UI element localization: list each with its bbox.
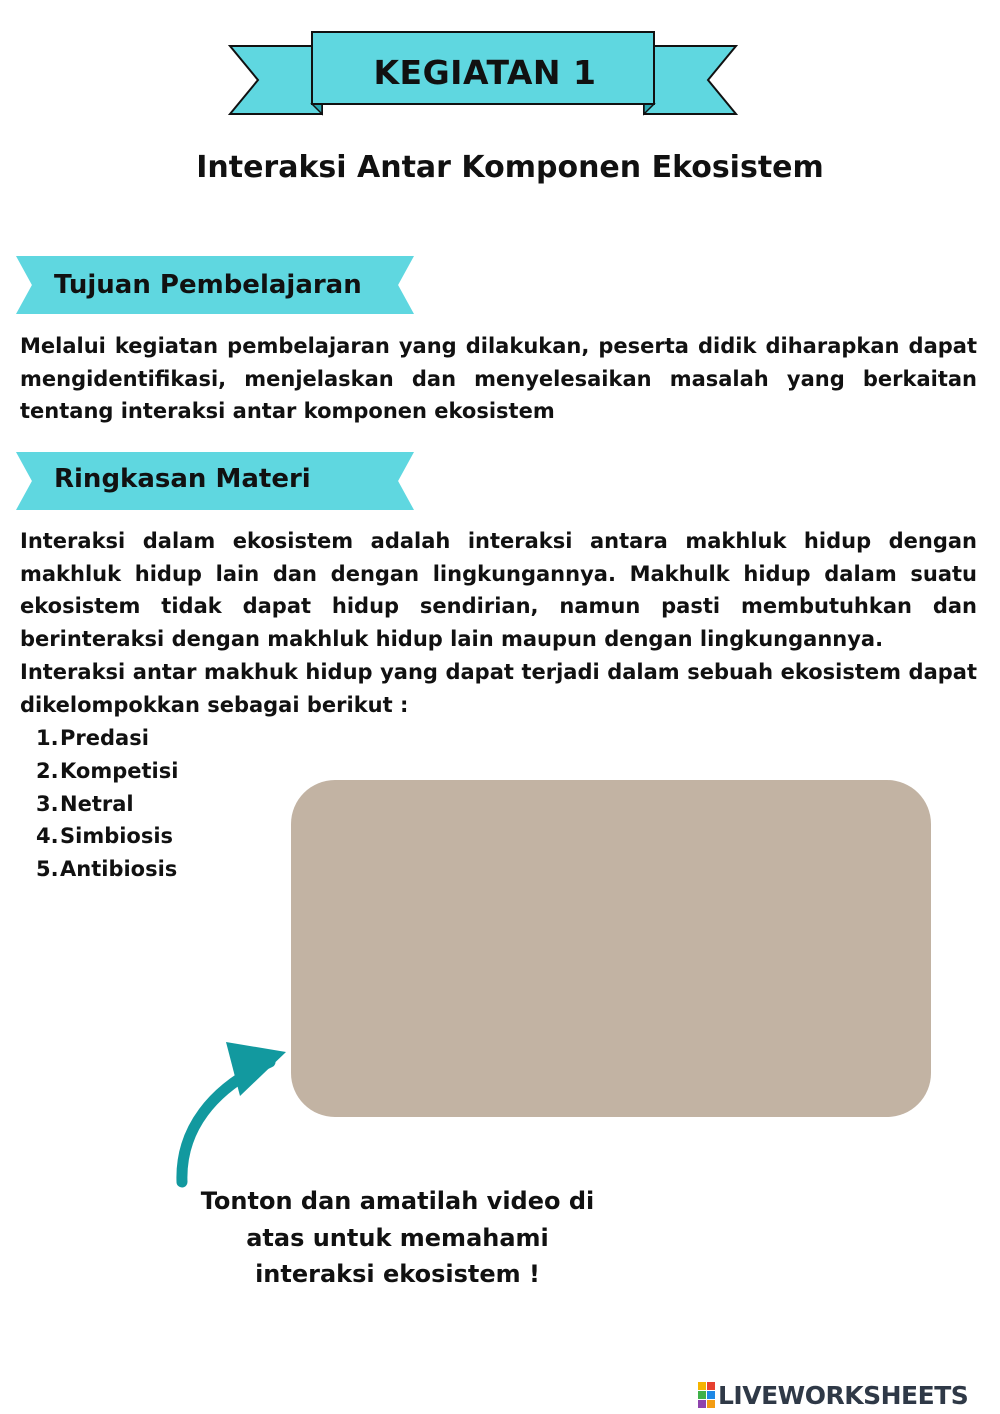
- video-caption: Tonton dan amatilah video di atas untuk memahami interaksi ekosistem !: [200, 1187, 595, 1288]
- interaction-list: [36, 722, 178, 886]
- page-title: KEGIATAN 1: [373, 52, 597, 92]
- liveworksheets-logo[interactable]: [698, 1380, 968, 1410]
- list-item: 4. Simbiosis: [36, 824, 174, 849]
- list-item: 1. Predasi: [36, 726, 149, 750]
- section-heading-ringkasan: Ringkasan Materi: [54, 464, 311, 494]
- curved-arrow-icon: [160, 1030, 300, 1200]
- list-item: 5. Antibiosis: [36, 857, 178, 882]
- ringkasan-paragraph: Interaksi dalam ekosistem adalah interaksi antara makhluk hidup dengan makhluk hidup lain dan dengan lingkungannya. Makhulk hidup dalam suatu ekosistem tidak dapat hidup sendirian, namun pasti membutuhkan dan berinteraksi dengan makhluk hidup lain maupun dengan lingkungannya.: [20, 529, 977, 651]
- logo-icon: [698, 1382, 715, 1408]
- list-item: 2. Kompetisi: [36, 758, 179, 783]
- ringkasan-paragraph-2: Interaksi antar makhuk hidup yang dapat terjadi dalam sebuah ekosistem dapat dikelompokkan sebagai berikut :: [20, 660, 977, 717]
- list-item: 3. Netral: [36, 791, 134, 816]
- tujuan-paragraph: Melalui kegiatan pembelajaran yang dilakukan, peserta didik diharapkan dapat mengidentifikasi, menjelaskan dan menyelesaikan masalah yang berkaitan tentang interaksi antar komponen ekosistem: [20, 334, 977, 423]
- page-subtitle: Interaksi Antar Komponen Ekosistem: [196, 150, 824, 185]
- logo-text: LIVEWORKSHEETS: [718, 1380, 969, 1410]
- section-heading-tujuan: Tujuan Pembelajaran: [54, 270, 362, 300]
- video-placeholder[interactable]: [291, 780, 931, 1117]
